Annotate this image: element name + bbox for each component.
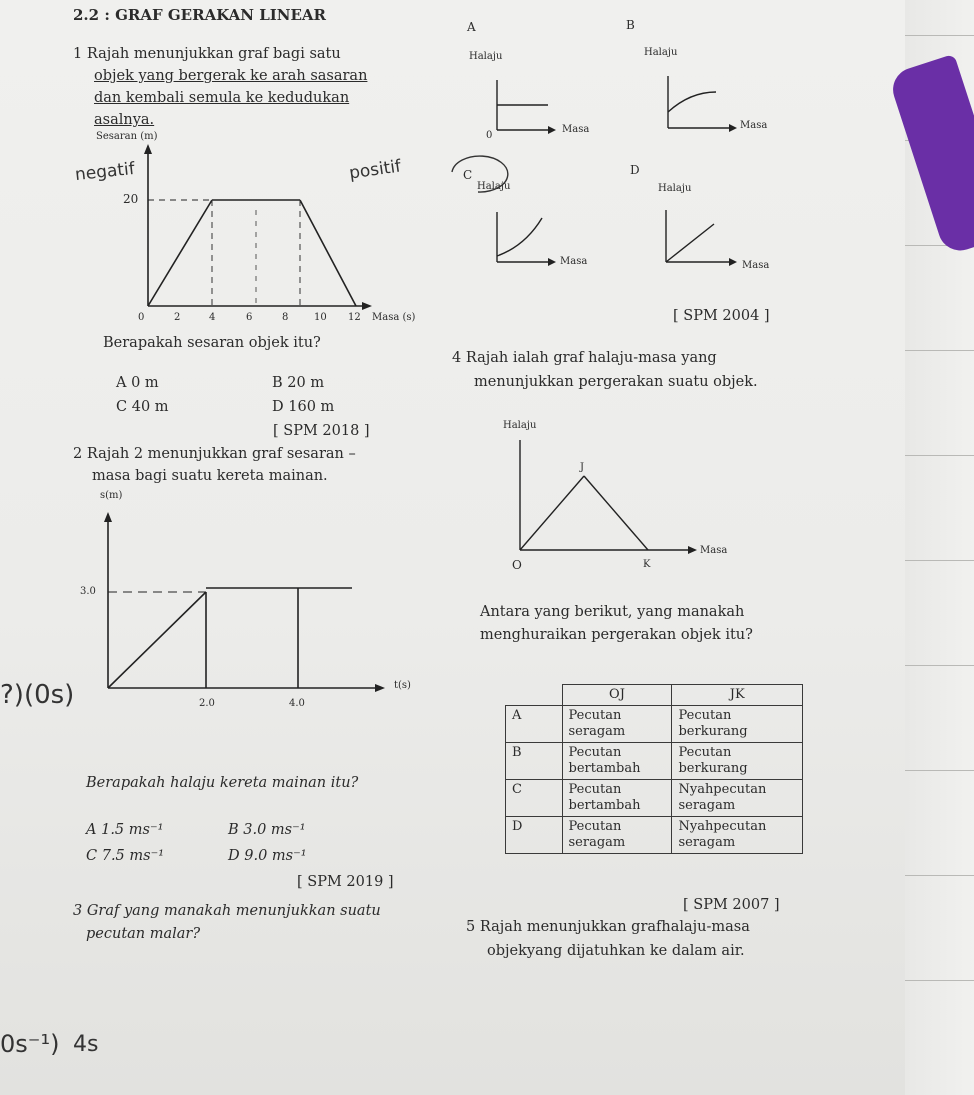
notebook-rule <box>905 665 974 666</box>
q3-graph-c-xlabel: Masa <box>560 256 588 267</box>
q1-handwriting-negatif: negatif <box>74 158 136 186</box>
notebook-rule <box>905 455 974 456</box>
option-value: 9.0 ms⁻¹ <box>244 848 307 864</box>
table-row[interactable] <box>506 780 803 817</box>
table-row[interactable] <box>506 706 803 743</box>
q4-line-1: 4 Rajah ialah graf halaju-masa yang <box>452 350 717 366</box>
q2-option-c[interactable] <box>86 848 164 864</box>
option-value: 40 m <box>131 399 169 415</box>
q2-option-a[interactable] <box>86 822 163 838</box>
option-letter: D <box>272 399 284 415</box>
q4-question-line-1: Antara yang berikut, yang manakah <box>480 604 745 620</box>
option-letter: A <box>86 822 97 838</box>
cell-line: bertambah <box>568 798 641 813</box>
cell-line: Pecutan <box>678 745 732 760</box>
q2-option-b[interactable] <box>228 822 306 838</box>
q1-x-tick: 6 <box>246 312 253 323</box>
table-header-oj: OJ <box>562 685 672 706</box>
q4-question-line-2: menghuraikan pergerakan objek itu? <box>480 627 753 643</box>
cell-line: seragam <box>568 835 626 850</box>
row-oj <box>562 817 672 854</box>
q1-option-a[interactable] <box>116 375 159 391</box>
row-jk <box>672 743 803 780</box>
q2-y-tick: 3.0 <box>80 586 96 597</box>
q3-graph-b-xlabel: Masa <box>740 120 768 131</box>
q3-graph-a-ylabel: Halaju <box>469 51 503 62</box>
q2-x-tick: 2.0 <box>199 698 215 709</box>
q4-x-axis-label: Masa <box>700 545 728 556</box>
q4-origin: O <box>512 558 522 572</box>
cell-line: Pecutan <box>678 708 732 723</box>
option-letter: B <box>228 822 239 838</box>
notebook-rule <box>905 35 974 36</box>
option-value: 7.5 ms⁻¹ <box>101 848 165 864</box>
row-jk <box>672 706 803 743</box>
q1-line-2: objek yang bergerak ke arah sasaran <box>94 68 368 84</box>
q4-y-axis-label: Halaju <box>503 420 537 431</box>
cell-line: berkurang <box>678 761 748 776</box>
q1-option-c[interactable] <box>116 399 169 415</box>
q1-option-b[interactable] <box>272 375 324 391</box>
option-value: 160 m <box>288 399 335 415</box>
cell-line: Nyahpecutan <box>678 782 767 797</box>
q1-x-tick: 10 <box>314 312 327 323</box>
notebook-rule <box>905 980 974 981</box>
row-letter: B <box>506 743 563 780</box>
q3-graph-b-ylabel: Halaju <box>644 47 678 58</box>
option-value: 3.0 ms⁻¹ <box>243 822 306 838</box>
q3-line-1: 3 Graf yang manakah menunjukkan suatu <box>73 903 381 919</box>
q4-options-table <box>505 684 803 854</box>
q2-x-tick: 4.0 <box>289 698 305 709</box>
q3-graph-d-ylabel: Halaju <box>658 183 692 194</box>
section-heading: 2.2 : GRAF GERAKAN LINEAR <box>73 6 327 24</box>
bottom-handwriting-2: 4s <box>73 1032 99 1057</box>
q3-graph-a-letter: A <box>467 20 476 34</box>
cell-line: berkurang <box>678 724 748 739</box>
option-letter: C <box>86 848 98 864</box>
row-letter: C <box>506 780 563 817</box>
cell-line: Pecutan <box>568 708 622 723</box>
cell-line: Pecutan <box>568 745 622 760</box>
notebook-rule <box>905 770 974 771</box>
q2-x-axis-label: t(s) <box>394 680 411 691</box>
q3-line-2: pecutan malar? <box>86 926 201 942</box>
cell-line: bertambah <box>568 761 641 776</box>
row-jk <box>672 780 803 817</box>
table-row[interactable] <box>506 817 803 854</box>
q1-handwriting-positif: positif <box>347 156 403 184</box>
option-letter: B <box>272 375 283 391</box>
q1-x-tick: 4 <box>209 312 216 323</box>
cell-line: seragam <box>678 835 736 850</box>
q1-line-1: 1 Rajah menunjukkan graf bagi satu <box>73 46 341 62</box>
cell-line: Nyahpecutan <box>678 819 767 834</box>
q1-x-axis-label: Masa (s) <box>372 312 416 323</box>
option-value: 0 m <box>131 375 159 391</box>
q3-graph-c-letter: C <box>463 168 473 182</box>
cell-line: seragam <box>678 798 736 813</box>
q4-line-2: menunjukkan pergerakan suatu objek. <box>474 374 758 390</box>
option-letter: C <box>116 399 128 415</box>
row-oj <box>562 743 672 780</box>
q2-question: Berapakah halaju kereta mainan itu? <box>86 775 359 791</box>
table-row[interactable] <box>506 743 803 780</box>
option-value: 1.5 ms⁻¹ <box>101 822 164 838</box>
notebook-rule <box>905 560 974 561</box>
q1-y-tick: 20 <box>123 192 139 206</box>
q1-line-3: dan kembali semula ke kedudukan <box>94 90 350 106</box>
q4-source: [ SPM 2007 ] <box>683 897 780 913</box>
option-value: 20 m <box>287 375 325 391</box>
q1-source: [ SPM 2018 ] <box>273 423 370 439</box>
q4-point-j: J <box>580 462 585 473</box>
q2-line-2: masa bagi suatu kereta mainan. <box>92 468 328 484</box>
q4-point-k: K <box>643 559 651 570</box>
q2-handwriting: ?)(0s) <box>0 680 75 710</box>
q1-y-axis-label: Sesaran (m) <box>96 131 158 142</box>
q3-graph-c-ylabel: Halaju <box>477 181 511 192</box>
q1-question: Berapakah sesaran objek itu? <box>103 335 321 351</box>
table-header-row <box>506 685 803 706</box>
q1-x-tick: 12 <box>348 312 361 323</box>
q3-graph-a-xlabel: Masa <box>562 124 590 135</box>
q2-y-axis-label: s(m) <box>100 490 123 501</box>
row-letter: A <box>506 706 563 743</box>
option-letter: D <box>228 848 240 864</box>
cell-line: seragam <box>568 724 626 739</box>
bottom-handwriting-1: 0s⁻¹) <box>0 1030 60 1058</box>
q3-graph-d-letter: D <box>630 163 640 177</box>
option-letter: A <box>116 375 127 391</box>
q1-x-tick: 8 <box>282 312 289 323</box>
row-jk <box>672 817 803 854</box>
cell-line: Pecutan <box>568 819 622 834</box>
table-header-jk: JK <box>672 685 803 706</box>
q1-x-tick: 0 <box>138 312 145 323</box>
q3-source: [ SPM 2004 ] <box>673 308 770 324</box>
q1-x-tick: 2 <box>174 312 181 323</box>
q5-line-1: 5 Rajah menunjukkan grafhalaju-masa <box>466 919 750 935</box>
q2-source: [ SPM 2019 ] <box>297 874 394 890</box>
q3-graph-b-letter: B <box>626 18 635 32</box>
cell-line: Pecutan <box>568 782 622 797</box>
q1-option-d[interactable] <box>272 399 334 415</box>
q3-graph-d-xlabel: Masa <box>742 260 770 271</box>
q5-line-2: objekyang dijatuhkan ke dalam air. <box>487 943 745 959</box>
notebook-rule <box>905 350 974 351</box>
q2-option-d[interactable] <box>228 848 307 864</box>
q2-line-1: 2 Rajah 2 menunjukkan graf sesaran – <box>73 446 356 462</box>
row-oj <box>562 706 672 743</box>
row-oj <box>562 780 672 817</box>
q1-line-4: asalnya. <box>94 112 155 128</box>
row-letter: D <box>506 817 563 854</box>
notebook-rule <box>905 875 974 876</box>
